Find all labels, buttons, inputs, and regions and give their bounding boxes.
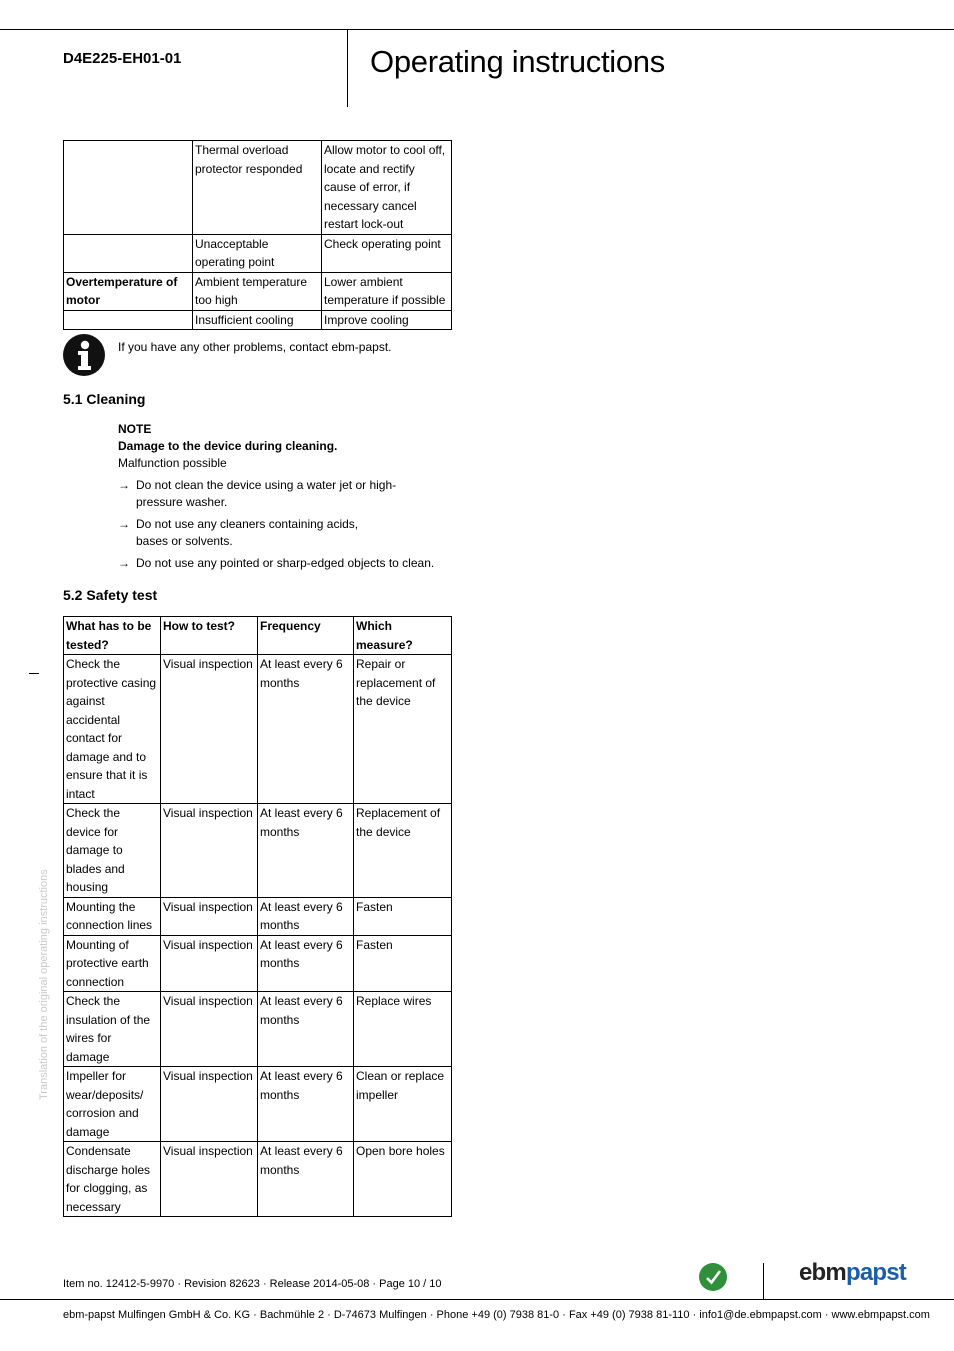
note-subtitle: Malfunction possible [118, 456, 227, 470]
what-cell: Check the protective casing against accidental contact for damage and to ensure that it is intact [64, 655, 161, 804]
how-cell: Visual inspection [161, 992, 258, 1067]
frequency-cell: At least every 6 months [258, 992, 354, 1067]
table-row [64, 992, 452, 1067]
section-heading-safety-test: 5.2 Safety test [63, 587, 158, 603]
list-item [118, 477, 458, 511]
table-row [64, 1142, 452, 1217]
frequency-cell: At least every 6 months [258, 935, 354, 992]
safety-test-table [63, 616, 452, 1217]
frequency-cell: At least every 6 months [258, 804, 354, 898]
table-row [64, 310, 452, 330]
column-header: What has to be tested? [64, 617, 161, 655]
table-header-row [64, 617, 452, 655]
cause-cell: Unacceptable operating point [193, 234, 322, 272]
remedy-cell: Check operating point [322, 234, 452, 272]
arrow-right-icon: → [118, 517, 130, 531]
model-number: D4E225-EH01-01 [63, 50, 182, 67]
measure-cell: Repair or replacement of the device [354, 655, 452, 804]
arrow-right-icon: → [118, 556, 130, 570]
logo-ebm: ebm [799, 1259, 846, 1286]
frequency-cell: At least every 6 months [258, 1067, 354, 1142]
sidebar-translation-note: Translation of the original operating instructions [38, 869, 50, 1100]
list-item [118, 555, 458, 572]
frequency-cell: At least every 6 months [258, 655, 354, 804]
measure-cell: Replacement of the device [354, 804, 452, 898]
table-row [64, 1067, 452, 1142]
fold-mark [29, 673, 39, 674]
how-cell: Visual inspection [161, 655, 258, 804]
table-row [64, 234, 452, 272]
remedy-cell: Improve cooling [322, 310, 452, 330]
header-divider [347, 29, 348, 107]
ebmpapst-logo [799, 1259, 906, 1287]
measure-cell: Open bore holes [354, 1142, 452, 1217]
what-cell: Check the insulation of the wires for damage [64, 992, 161, 1067]
column-header: How to test? [161, 617, 258, 655]
footer-logo-divider [763, 1263, 764, 1299]
what-cell: Mounting the connection lines [64, 897, 161, 935]
fault-cell [64, 234, 193, 272]
fault-cell [64, 141, 193, 235]
list-item-text: Do not clean the device using a water jet or high-pressure washer. [136, 478, 397, 509]
how-cell: Visual inspection [161, 897, 258, 935]
page-title: Operating instructions [370, 44, 665, 79]
list-item [118, 516, 458, 550]
footer-item-line: Item no. 12412-5-9970 · Revision 82623 · Release 2014-05-08 · Page 10 / 10 [63, 1278, 442, 1290]
table-row [64, 804, 452, 898]
cause-cell: Thermal overload protector responded [193, 141, 322, 235]
footer-rule [0, 1299, 954, 1300]
what-cell: Check the device for damage to blades and housing [64, 804, 161, 898]
section-heading-cleaning: 5.1 Cleaning [63, 391, 146, 407]
table-row [64, 272, 452, 310]
cause-cell: Insufficient cooling [193, 310, 322, 330]
frequency-cell: At least every 6 months [258, 1142, 354, 1217]
how-cell: Visual inspection [161, 1067, 258, 1142]
note-title: Damage to the device during cleaning. [118, 439, 338, 453]
what-cell: Mounting of protective earth connection [64, 935, 161, 992]
logo-papst: papst [845, 1259, 906, 1286]
remedy-cell: Lower ambient temperature if possible [322, 272, 452, 310]
fault-table [63, 140, 452, 330]
column-header: Which measure? [354, 617, 452, 655]
list-item-text: Do not use any cleaners containing acids, bases or solvents. [136, 517, 359, 548]
measure-cell: Replace wires [354, 992, 452, 1067]
fault-cell: Overtemperature of motor [64, 272, 193, 310]
how-cell: Visual inspection [161, 935, 258, 992]
measure-cell: Fasten [354, 897, 452, 935]
what-cell: Impeller for wear/deposits/ corrosion and damage [64, 1067, 161, 1142]
list-item-text: Do not use any pointed or sharp-edged objects to clean. [136, 556, 435, 570]
note-label: NOTE [118, 422, 152, 436]
how-cell: Visual inspection [161, 804, 258, 898]
arrow-right-icon: → [118, 478, 130, 492]
table-row [64, 655, 452, 804]
remedy-cell: Allow motor to cool off, locate and rectify cause of error, if necessary cancel restart lock-out [322, 141, 452, 235]
footer-company-line: ebm-papst Mulfingen GmbH & Co. KG · Bachmühle 2 · D-74673 Mulfingen · Phone +49 (0) 7938 81-0 · Fax +49 (0) 7938 81-110 · info1@de.ebmpapst.com · www.ebmpapst.com [63, 1309, 930, 1321]
table-row [64, 897, 452, 935]
green-tech-badge [698, 1262, 728, 1292]
measure-cell: Clean or replace impeller [354, 1067, 452, 1142]
cleaning-notice [118, 421, 458, 572]
fault-cell [64, 310, 193, 330]
frequency-cell: At least every 6 months [258, 897, 354, 935]
table-row [64, 141, 452, 235]
column-header: Frequency [258, 617, 354, 655]
what-cell: Condensate discharge holes for clogging, as necessary [64, 1142, 161, 1217]
measure-cell: Fasten [354, 935, 452, 992]
info-note-text: If you have any other problems, contact ebm-papst. [118, 340, 392, 354]
header-top-rule [0, 29, 954, 30]
table-row [64, 935, 452, 992]
how-cell: Visual inspection [161, 1142, 258, 1217]
cause-cell: Ambient temperature too high [193, 272, 322, 310]
info-icon [63, 334, 105, 376]
